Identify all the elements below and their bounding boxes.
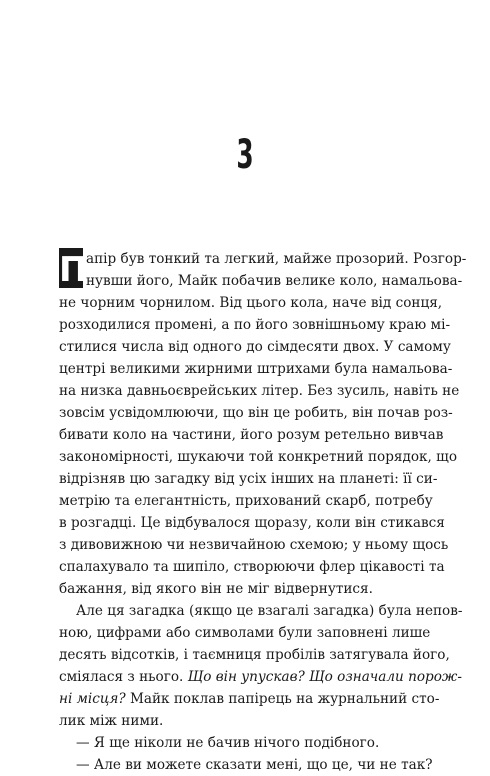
- body-text: [59, 248, 467, 776]
- text-line: бивати коло на частини, його розум ретельно вивчав: [59, 427, 444, 443]
- text-line: центрі великими жирними штрихами була намальова-: [59, 361, 453, 377]
- text-line: бажання, від якого він не міг відвернутися.: [59, 581, 373, 597]
- dialogue: [59, 732, 433, 776]
- italic-question-end: ні місця?: [59, 691, 126, 707]
- drop-cap: П: [59, 250, 88, 290]
- dialogue-line: — Я ще ніколи не бачив нічого подібного.: [76, 735, 380, 751]
- text-line: спалахувало та шипіло, створюючи флер цікавості та: [59, 559, 445, 575]
- text-line: розходилися промені, а по його зовнішньому краю мі-: [59, 317, 451, 333]
- text-line-mixed: [59, 666, 462, 688]
- text-line: на низка давньоєврейських літер. Без зусиль, навіть не: [59, 383, 460, 399]
- text-line: лик між ними.: [59, 713, 164, 729]
- paragraph-1: [59, 248, 467, 600]
- text-line: ною, цифрами або символами були заповнені лише: [59, 625, 431, 641]
- text-line: стилися числа від одного до сімдесяти двох. У самому: [59, 339, 451, 355]
- dialogue-line: — Але ви можете сказати мені, що це, чи не так?: [76, 757, 433, 773]
- italic-question: Що він упускав? Що означали порож-: [187, 669, 462, 685]
- text-line: відрізняв цю загадку від усіх інших на планеті: її си-: [59, 471, 438, 487]
- text-line-mixed: [59, 688, 440, 710]
- text-segment: сміялася з нього.: [59, 669, 184, 685]
- text-line: апір був тонкий та легкий, майже прозорий. Розгор-: [86, 251, 467, 267]
- text-line: нувши його, Майк побачив велике коло, намальова-: [86, 273, 463, 289]
- text-line: з дивовижною чи незвичайною схемою; у ньому щось: [59, 537, 449, 553]
- text-line: закономірності, шукаючи той конкретний порядок, що: [59, 449, 458, 465]
- text-segment: Майк поклав папірець на журнальний сто-: [129, 691, 440, 707]
- text-line: в розгадці. Це відбувалося щоразу, коли він стикався: [59, 515, 445, 531]
- text-line: зовсім усвідомлюючи, що він це робить, він почав роз-: [59, 405, 453, 421]
- text-line: десять відсотків, і таємниця пробілів затягувала його,: [59, 647, 450, 663]
- chapter-number: 3: [236, 132, 254, 178]
- paragraph-2: [59, 600, 463, 732]
- text-line: метрію та елегантність, прихований скарб, потребу: [59, 493, 433, 509]
- text-line: не чорним чорнилом. Від цього кола, наче від сонця,: [59, 295, 443, 311]
- text-line: Але ця загадка (якщо це взагалі загадка) була непов-: [76, 603, 463, 619]
